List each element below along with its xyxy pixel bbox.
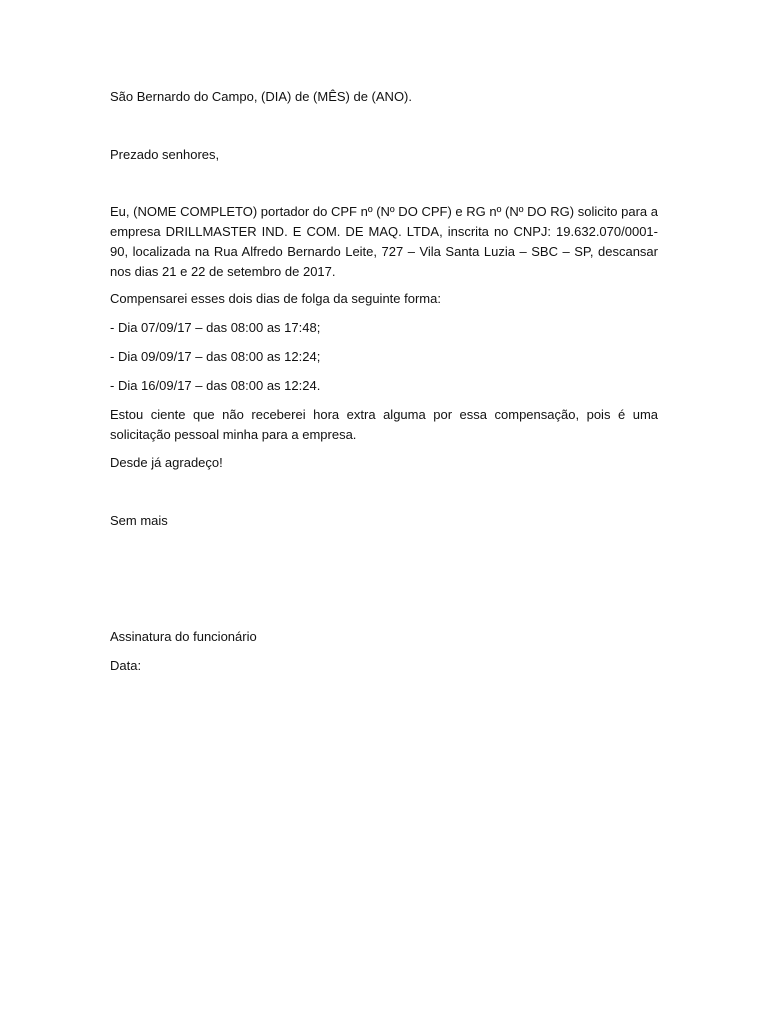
compensation-intro: Compensarei esses dois dias de folga da seguinte forma:: [110, 291, 441, 306]
schedule-item-2: - Dia 09/09/17 – das 08:00 as 12:24;: [110, 349, 321, 364]
signature-label: Assinatura do funcionário: [110, 629, 257, 644]
greeting-line: Prezado senhores,: [110, 147, 220, 162]
place-date-line: São Bernardo do Campo, (DIA) de (MÊS) de (ANO).: [110, 89, 413, 104]
awareness-paragraph: Estou ciente que não receberei hora extra alguma por essa compensação, pois é uma solicitação pessoal minha para a empresa.: [110, 407, 658, 442]
date-label: Data:: [110, 658, 142, 673]
closing-line: Sem mais: [110, 513, 168, 528]
schedule-item-3: - Dia 16/09/17 – das 08:00 as 12:24.: [110, 378, 321, 393]
schedule-item-1: - Dia 07/09/17 – das 08:00 as 17:48;: [110, 320, 321, 335]
request-paragraph: Eu, (NOME COMPLETO) portador do CPF nº (Nº DO CPF) e RG nº (Nº DO RG) solicito para a empresa DRILLMASTER IND. E COM. DE MAQ. LTDA, inscrita no CNPJ: 19.632.070/0001-90, localizada na Rua Alfredo Bernardo Leite, 727 – Vila Santa Luzia – SBC – SP, descansar nos dias 21 e 22 de setembro de 2017.: [110, 204, 658, 279]
thanks-line: Desde já agradeço!: [110, 455, 223, 470]
